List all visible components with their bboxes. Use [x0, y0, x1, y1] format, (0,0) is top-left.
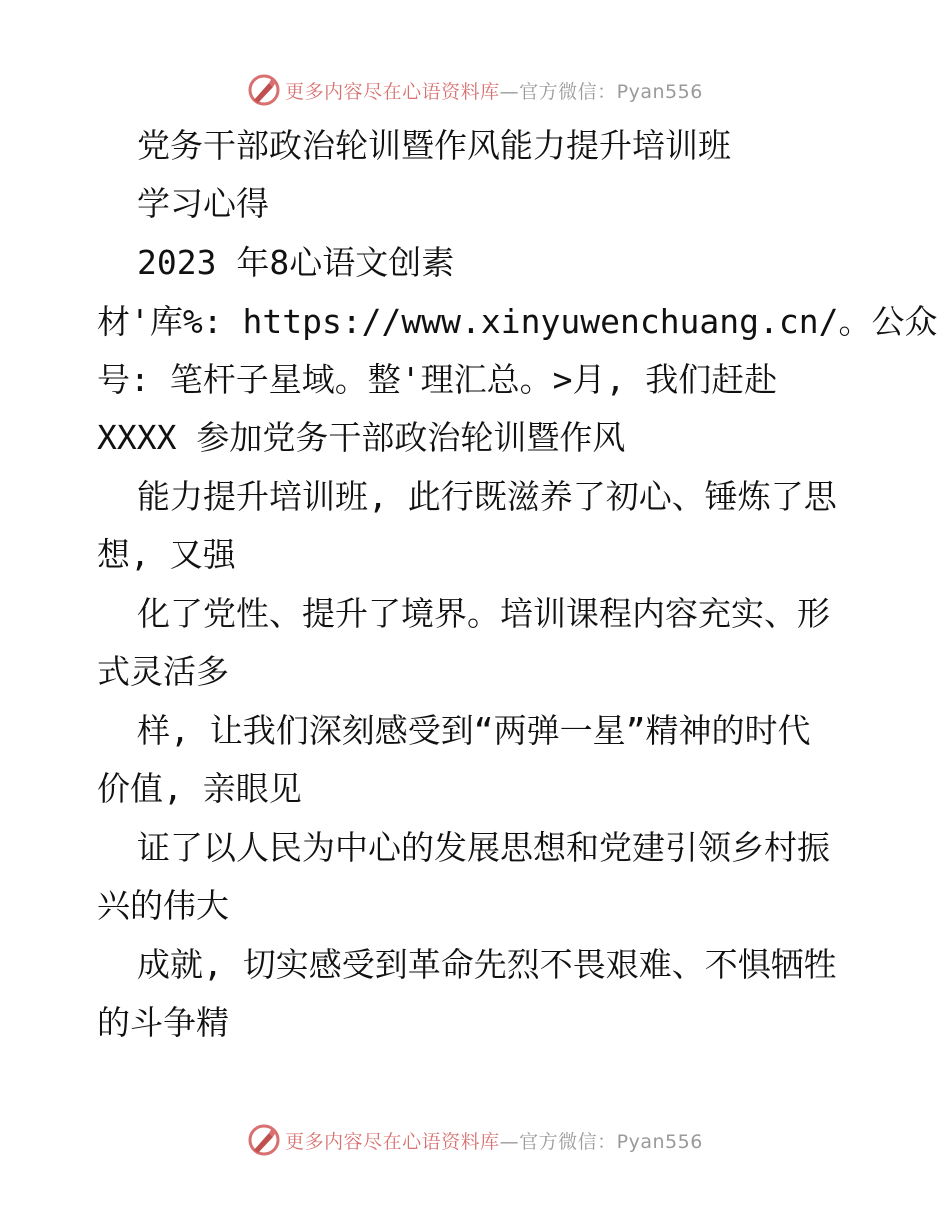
- body-line: 证了以人民为中心的发展思想和党建引领乡村振: [137, 828, 830, 867]
- body-line: 成就, 切实感受到革命先烈不畏艰难、不惧牺牲: [137, 945, 837, 984]
- body-line: 2023 年8心语文创素: [137, 243, 455, 282]
- body-line: 样, 让我们深刻感受到“两弹一星”精神的时代: [137, 711, 811, 750]
- body-line: 想, 又强: [97, 535, 236, 574]
- document-title-line-2: 学习心得: [137, 184, 269, 223]
- document-title-line-1: 党务干部政治轮训暨作风能力提升培训班: [137, 126, 731, 165]
- body-line: XXXX 参加党务干部政治轮训暨作风: [97, 418, 626, 457]
- body-line: 兴的伟大: [97, 886, 229, 925]
- footer-watermark: [0, 1120, 950, 1160]
- body-line: 价值, 亲眼见: [97, 769, 302, 808]
- body-line: 的斗争精: [97, 1003, 229, 1042]
- pen-logo-icon: [247, 73, 281, 107]
- body-line: 式灵活多: [97, 652, 229, 691]
- body-line: 材'库%: https://www.xinyuwenchuang.cn/。公众: [97, 302, 938, 341]
- body-line: 化了党性、提升了境界。培训课程内容充实、形: [137, 594, 830, 633]
- watermark-text: 更多内容尽在心语资料库—官方微信：Pyan556: [285, 80, 703, 103]
- watermark-text: 更多内容尽在心语资料库—官方微信：Pyan556: [285, 1130, 703, 1153]
- body-line: 号: 笔杆子星域。整'理汇总。>月, 我们赶赴: [97, 360, 778, 399]
- body-line: 能力提升培训班, 此行既滋养了初心、锤炼了思: [137, 477, 837, 516]
- header-watermark: [0, 70, 950, 110]
- pen-logo-icon: [247, 1123, 281, 1157]
